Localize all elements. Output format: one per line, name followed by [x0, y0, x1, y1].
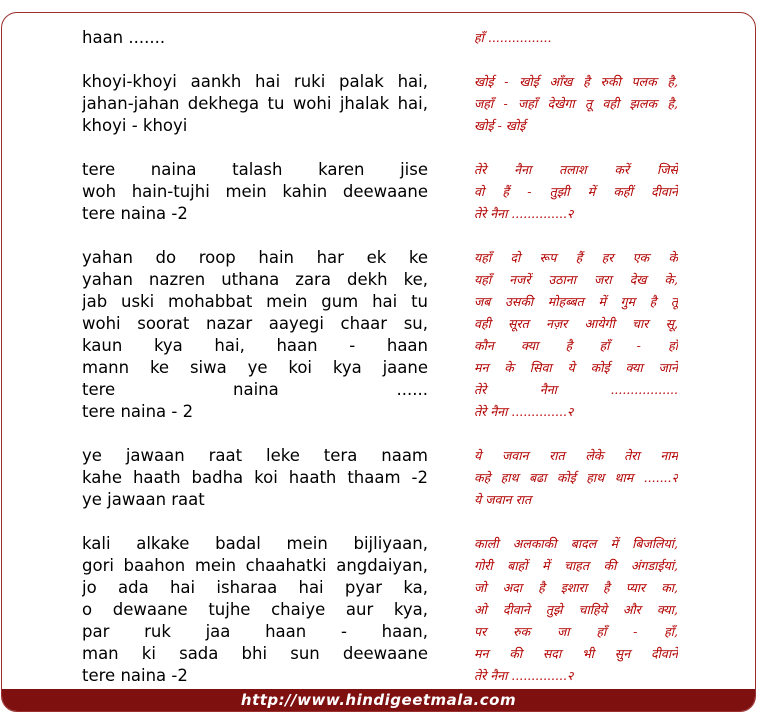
english-lyric-line: o dewaane tujhe chaiye aur kya, [82, 600, 428, 619]
english-stanza [82, 159, 428, 225]
hindi-lyric-line: यहाँ दो रूप हैं हर एक के [474, 250, 678, 265]
hindi-lyric-line: काली अलकाकी बादल में बिजलियां, [474, 536, 678, 551]
hindi-lyric-line: जहाँ - जहाँ देखेगा तू वही झलक है, [474, 96, 678, 111]
english-stanza [82, 71, 428, 137]
hindi-stanza [474, 71, 678, 137]
english-lyric-line: woh hain-tujhi mein kahin deewaane [82, 182, 428, 201]
english-lyric-line: jo ada hai isharaa hai pyar ka, [82, 578, 428, 597]
english-lyric-line: mann ke siwa ye koi kya jaane [82, 358, 428, 377]
hindi-lyric-line: खोई - खोई आँख है रुकी पलक है, [474, 74, 678, 89]
hindi-lyric-line: तेरे नैना ..............२ [474, 404, 574, 419]
hindi-lyric-line: तेरे नैना तलाश करें जिसे [474, 162, 678, 177]
english-lyric-line: ye jawaan raat leke tera naam [82, 446, 428, 465]
hindi-lyric-line: कौन क्या है हाँ - हाँ [474, 338, 678, 353]
hindi-lyric-line: वो हैं - तुझी में कहीं दीवाने [474, 184, 678, 199]
hindi-lyric-line: कहे हाथ बढा कोई हाथ थाम .......२ [474, 470, 678, 485]
hindi-lyric-line: गोरी बाहों में चाहत की अंगडाईयां, [474, 558, 678, 573]
hindi-lyric-line: मन की सदा भी सुन दीवाने [474, 646, 678, 661]
hindi-lyric-line: वही सूरत नज़र आयेगी चार सू, [474, 316, 678, 331]
english-lyric-line: ye jawaan raat [82, 490, 205, 509]
english-lyric-line: yahan nazren uthana zara dekh ke, [82, 270, 428, 289]
lyrics-english-column [82, 27, 428, 687]
english-lyric-line: khoyi - khoyi [82, 116, 188, 135]
english-lyric-line: kahe haath badha koi haath thaam -2 [82, 468, 428, 487]
hindi-stanza [474, 27, 678, 49]
english-lyric-line: gori baahon mein chaahatki angdaiyan, [82, 556, 428, 575]
hindi-lyric-line: खोई - खोई [474, 118, 526, 133]
english-lyric-line: jab uski mohabbat mein gum hai tu [82, 292, 428, 311]
english-lyric-line: tere naina -2 [82, 666, 188, 685]
english-lyric-line: tere naina talash karen jise [82, 160, 428, 179]
hindi-lyric-line: पर रुक जा हाँ - हाँ, [474, 624, 678, 639]
lyrics-hindi-column [474, 27, 678, 687]
hindi-lyric-line: तेरे नैना ..............२ [474, 206, 574, 221]
english-lyric-line: kaun kya hai, haan - haan [82, 336, 428, 355]
footer-url-bar[interactable] [2, 689, 755, 711]
english-stanza [82, 247, 428, 423]
english-lyric-line: yahan do roop hain har ek ke [82, 248, 428, 267]
hindi-stanza [474, 159, 678, 225]
hindi-stanza [474, 247, 678, 423]
hindi-lyric-line: हाँ ................ [474, 30, 552, 45]
english-stanza [82, 27, 428, 49]
hindi-lyric-line: यहाँ नजरें उठाना जरा देख के, [474, 272, 678, 287]
hindi-lyric-line: जो अदा है इशारा है प्यार का, [474, 580, 678, 595]
hindi-lyric-line: मन के सिवा ये कोई क्या जाने [474, 360, 678, 375]
english-lyric-line: kali alkake badal mein bijliyaan, [82, 534, 428, 553]
lyrics-card [1, 12, 756, 712]
hindi-stanza [474, 445, 678, 511]
english-lyric-line: man ki sada bhi sun deewaane [82, 644, 428, 663]
english-stanza [82, 533, 428, 687]
hindi-lyric-line: तेरे नैना ..............२ [474, 668, 574, 683]
english-lyric-line: khoyi-khoyi aankh hai ruki palak hai, [82, 72, 428, 91]
hindi-lyric-line: ओ दीवाने तुझे चाहिये और क्या, [474, 602, 678, 617]
english-lyric-line: tere naina ...... [82, 380, 428, 399]
english-lyric-line: tere naina - 2 [82, 402, 194, 421]
hindi-stanza [474, 533, 678, 687]
english-lyric-line: jahan-jahan dekhega tu wohi jhalak hai, [82, 94, 428, 113]
english-lyric-line: wohi soorat nazar aayegi chaar su, [82, 314, 428, 333]
english-lyric-line: par ruk jaa haan - haan, [82, 622, 428, 641]
hindi-lyric-line: ये जवान रात [474, 492, 532, 507]
english-lyric-line: tere naina -2 [82, 204, 188, 223]
hindi-lyric-line: ये जवान रात लेके तेरा नाम [474, 448, 678, 463]
hindi-lyric-line: तेरे नैना ................. [474, 382, 678, 397]
english-stanza [82, 445, 428, 511]
hindi-lyric-line: जब उसकी मोहब्बत में गुम है तू [474, 294, 678, 309]
english-lyric-line: haan ....... [82, 28, 166, 47]
footer-url-link[interactable]: http://www.hindigeetmala.com [240, 691, 517, 709]
